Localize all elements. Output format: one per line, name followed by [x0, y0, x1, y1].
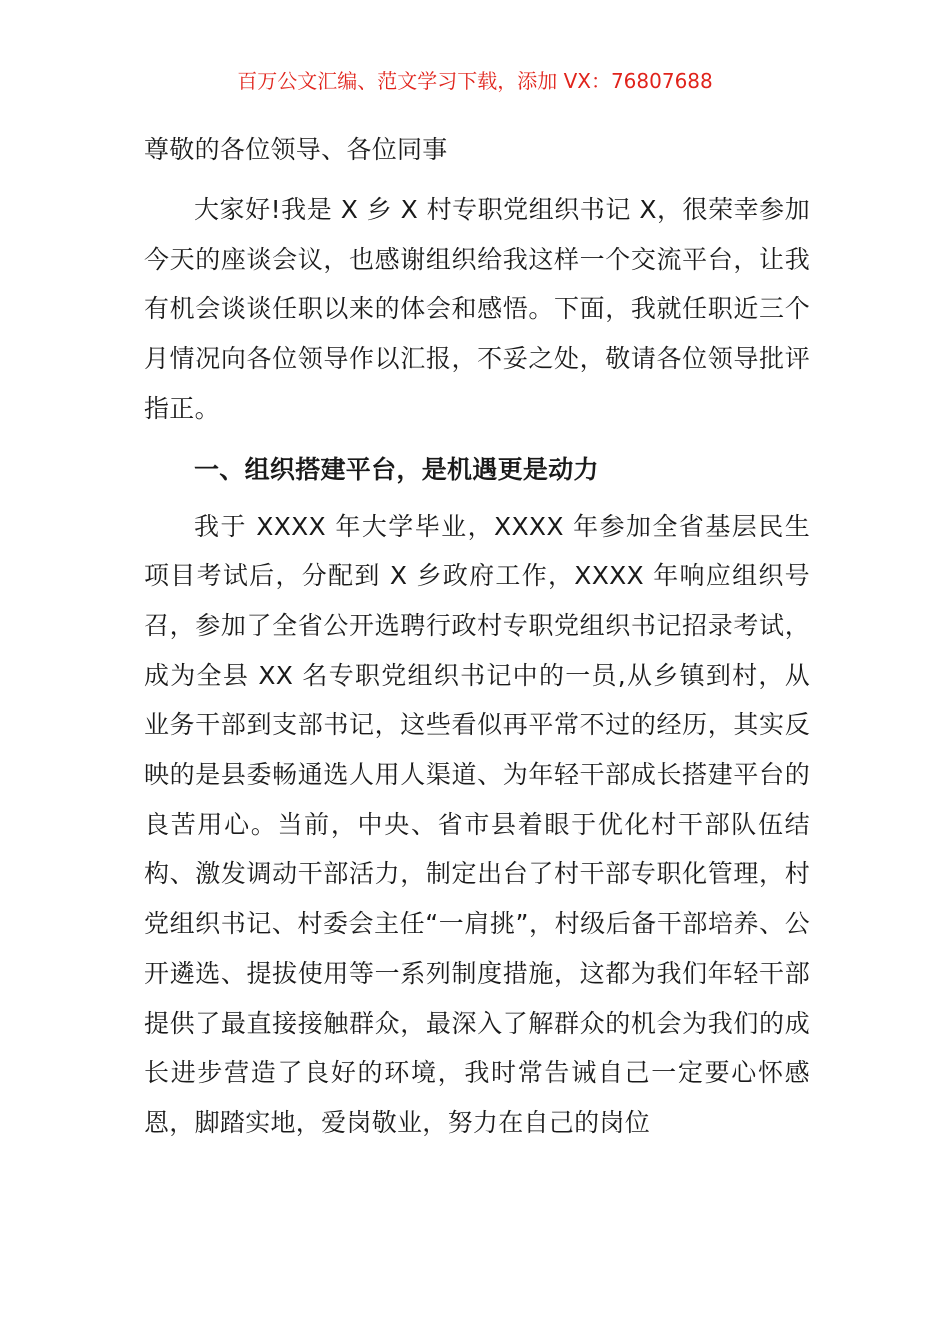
body-paragraph: 我于 XXXX 年大学毕业，XXXX 年参加全省基层民生项目考试后，分配到 X 乡政府工作，XXXX 年响应组织号召，参加了全省公开选聘行政村专职党组织书记招录考试，成为全县 XX 名专职党组织书记中的一员,从乡镇到村，从业务干部到支部书记，这些看似再平常不过的经历，其实反映的是县委畅通选人用人渠道、为年轻干部成长搭建平台的良苦用心。当前，中央、省市县着眼于优化村干部队伍结构、激发调动干部活力，制定出台了村干部专职化管理，村党组织书记、村委会主任“一肩挑”，村级后备干部培养、公开遴选、提拔使用等一系列制度措施，这都为我们年轻干部提供了最直接接触群众，最深入了解群众的机会为我们的成长进步营造了良好的环境，我时常告诫自己一定要心怀感恩，脚踏实地，爱岗敬业，努力在自己的岗位 — [144, 511, 810, 1137]
header-watermark-note: 百万公文汇编、范文学习下载，添加 VX：76807688 — [237, 69, 713, 93]
salutation: 尊敬的各位领导、各位同事 — [144, 135, 448, 164]
document-body — [144, 125, 810, 1148]
section-heading: 一、组织搭建平台，是机遇更是动力 — [194, 454, 599, 484]
intro-paragraph: 大家好!我是 X 乡 X 村专职党组织书记 X，很荣幸参加今天的座谈会议，也感谢组织给我这样一个交流平台，让我有机会谈谈任职以来的体会和感悟。下面，我就任职近三个月情况向各位领导作以汇报，不妥之处，敬请各位领导批评指正。 — [144, 195, 810, 423]
